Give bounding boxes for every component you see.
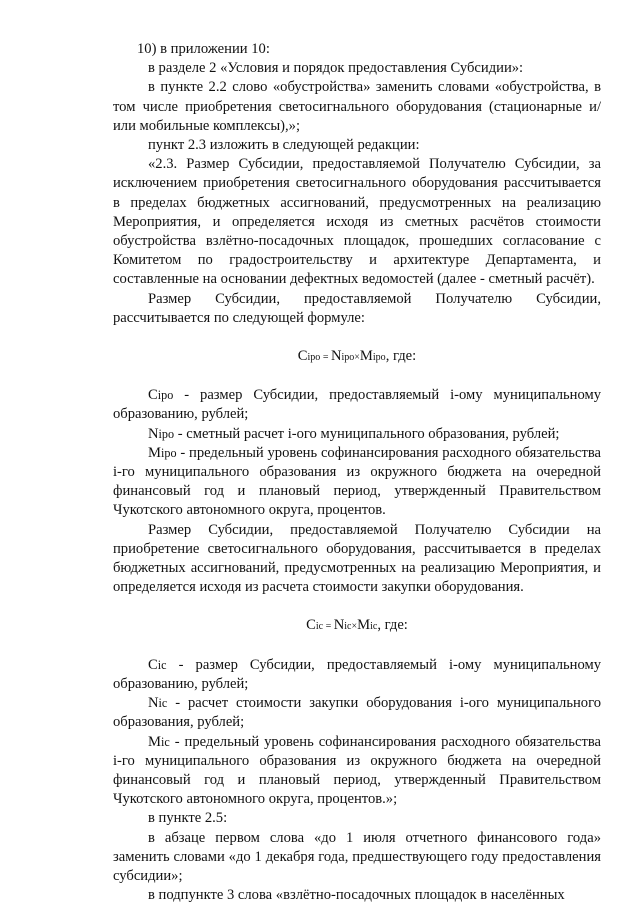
formula-subscript: ipo — [307, 352, 321, 364]
paragraph: 10) в приложении 10: — [137, 41, 270, 57]
formula-tail: , где: — [385, 348, 417, 365]
formula-symbol: С — [306, 617, 316, 634]
formula-tail: , где: — [377, 617, 408, 634]
formula-2 — [113, 616, 601, 636]
paragraph: «2.3. Размер Субсидии, предоставляемой Получателю Субсидии, за исключением приобретения светосигнального оборудования рассчитывается в пределах бюджетных ассигнований, предусмотренных на реализацию Мероприятия, и определяется исходя из сметных расчётов стоимости обустройства взлётно-посадочных площадок, прошедших согласование с Комитетом по градостроительству и архитектуре Департамента, и составленные на основании дефектных ведомостей (далее - сметный расчёт). — [113, 156, 601, 288]
formula-equals: = — [320, 352, 331, 364]
formula-subscript: ipo — [372, 352, 386, 364]
paragraph: в подпункте 3 слова «взлётно-посадочных площадок в населённых — [148, 887, 565, 904]
formula-symbol: M — [359, 348, 373, 365]
paragraph: в пункте 2.5: — [148, 810, 228, 827]
formula-symbol: M — [357, 617, 371, 634]
definition: Сipo - размер Субсидии, предоставляемый i-ому муниципальному образованию, рублей; — [113, 387, 601, 423]
definition: Nic - расчет стоимости закупки оборудования i-ого муниципального образования, рублей; — [113, 695, 601, 731]
formula-subscript: ipo — [341, 352, 355, 364]
formula-symbol: С — [297, 348, 308, 365]
paragraph: Размер Субсидии, предоставляемой Получателю Субсидии на приобретение светосигнального оборудования, рассчитывается в пределах бюджетных ассигнований, предусмотренных на реализацию Мероприятия, и определяется исходя из расчета стоимости закупки оборудования. — [113, 521, 601, 596]
formula-1 — [113, 347, 601, 367]
definition: Nipo - сметный расчет i-ого муниципального образования, рублей; — [148, 425, 560, 442]
formula-subscript: ic — [370, 621, 378, 633]
paragraph: в разделе 2 «Условия и порядок предоставления Субсидии»: — [148, 60, 524, 77]
definition: Сic - размер Субсидии, предоставляемый i-ому муниципальному образованию, рублей; — [113, 656, 601, 692]
formula-times: × — [354, 352, 360, 364]
formula-equals: = — [323, 621, 334, 633]
formula-subscript: ic — [344, 621, 352, 633]
document-text — [113, 40, 601, 905]
definition: Mic - предельный уровень софинансирования расходного обязательства i-го муниципального образования из окружного бюджета на очередной финансовый год и плановый период, утвержденный Правительством Чукотского автономного округа, процентов.»; — [113, 733, 601, 808]
paragraph: в абзаце первом слова «до 1 июля отчетного финансового года» заменить словами «до 1 декабря года, предшествующего году предоставления субсидии»; — [113, 829, 601, 884]
formula-symbol: N — [333, 617, 345, 634]
formula-times: × — [351, 621, 358, 633]
paragraph: Размер Субсидии, предоставляемой Получателю Субсидии, рассчитывается по следующей формуле: — [113, 290, 601, 326]
paragraph: пункт 2.3 изложить в следующей редакции: — [148, 137, 420, 154]
definition: Mipo - предельный уровень софинансирования расходного обязательства i-го муниципального образования из окружного бюджета на очередной финансовый год и плановый период, утвержденный Правительством Чукотского автономного округа, процентов. — [113, 444, 601, 519]
formula-subscript: ic — [315, 621, 324, 633]
paragraph: в пункте 2.2 слово «обустройства» заменить словами «обустройства, в том числе приобретения светосигнального оборудования (стационарные и/или мобильные комплексы),»; — [113, 79, 601, 134]
formula-symbol: N — [330, 348, 342, 365]
